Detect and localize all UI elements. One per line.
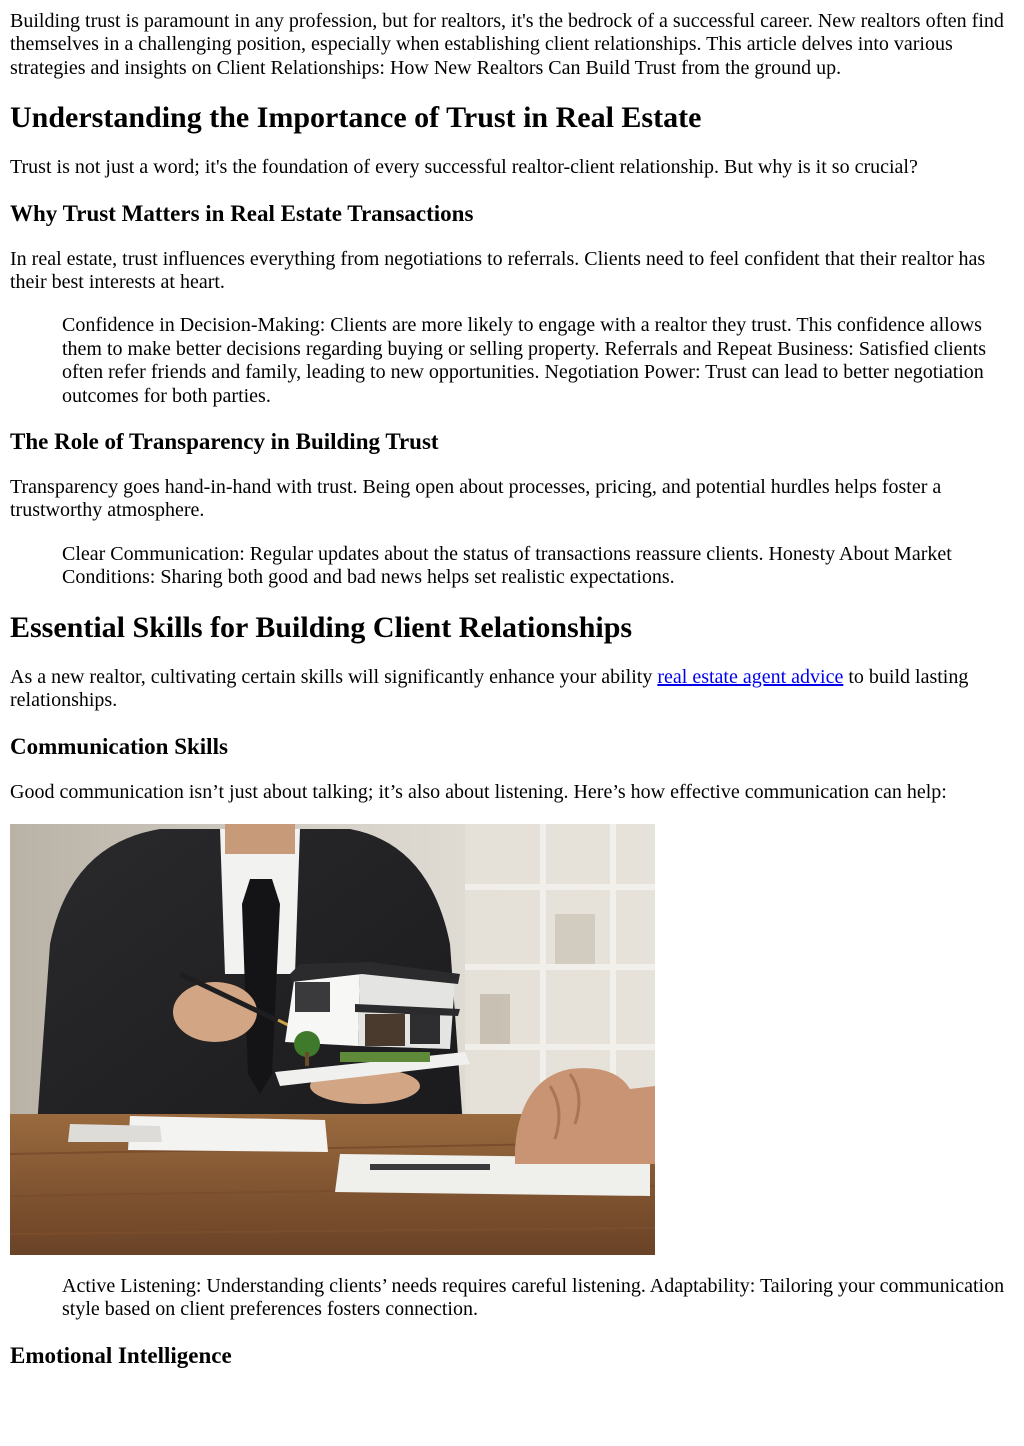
communication-quote: Active Listening: Understanding clients’ needs requires careful listening. Adaptability: Tailoring your communication style based on client preferences fosters connection. <box>62 1274 1005 1321</box>
subheading-transparency: The Role of Transparency in Building Trust <box>10 429 439 455</box>
skills-lead-after: to build lasting relationships. <box>10 665 969 712</box>
section-heading-skills: Essential Skills for Building Client Relationships <box>10 610 633 644</box>
section-heading-trust: Understanding the Importance of Trust in Real Estate <box>10 101 702 135</box>
why-trust-quote: Confidence in Decision-Making: Clients are more likely to engage with a realtor they trust. This confidence allows them to make better decisions regarding buying or selling property. Referrals and Repeat Business: Satisfied clients often refer friends and family, leading to new opportunities. Negotiation Power: Trust can lead to better negotiation outcomes for both parties. <box>62 314 987 407</box>
why-trust-paragraph: In real estate, trust influences everything from negotiations to referrals. Clients need to feel confident that their realtor has their best interests at heart. <box>10 247 986 294</box>
realtor-house-model-photo <box>10 824 655 1255</box>
skills-lead-before: As a new realtor, cultivating certain skills will significantly enhance your ability <box>10 665 658 688</box>
real-estate-agent-advice-link[interactable]: real estate agent advice <box>657 665 844 688</box>
subheading-emotional-intelligence: Emotional Intelligence <box>10 1342 232 1368</box>
subheading-why-trust: Why Trust Matters in Real Estate Transactions <box>10 200 474 226</box>
transparency-paragraph: Transparency goes hand-in-hand with trust. Being open about processes, pricing, and potential hurdles helps foster a trustworthy atmosphere. <box>10 476 942 522</box>
subheading-communication: Communication Skills <box>10 733 228 759</box>
skills-lead-paragraph <box>10 666 1014 713</box>
trust-lead-paragraph: Trust is not just a word; it's the foundation of every successful realtor-client relationship. But why is it so crucial? <box>10 156 918 179</box>
transparency-quote: Clear Communication: Regular updates about the status of transactions reassure clients. Honesty About Market Conditions: Sharing both good and bad news helps set realistic expectations. <box>62 542 952 589</box>
communication-paragraph: Good communication isn’t just about talking; it’s also about listening. Here’s how effective communication can help: <box>10 780 947 803</box>
intro-paragraph: Building trust is paramount in any profession, but for realtors, it's the bedrock of a successful career. New realtors often find themselves in a challenging position, especially when establishing client relationships. This article delves into various strategies and insights on Client Relationships: How New Realtors Can Build Trust from the ground up. <box>10 10 1004 79</box>
